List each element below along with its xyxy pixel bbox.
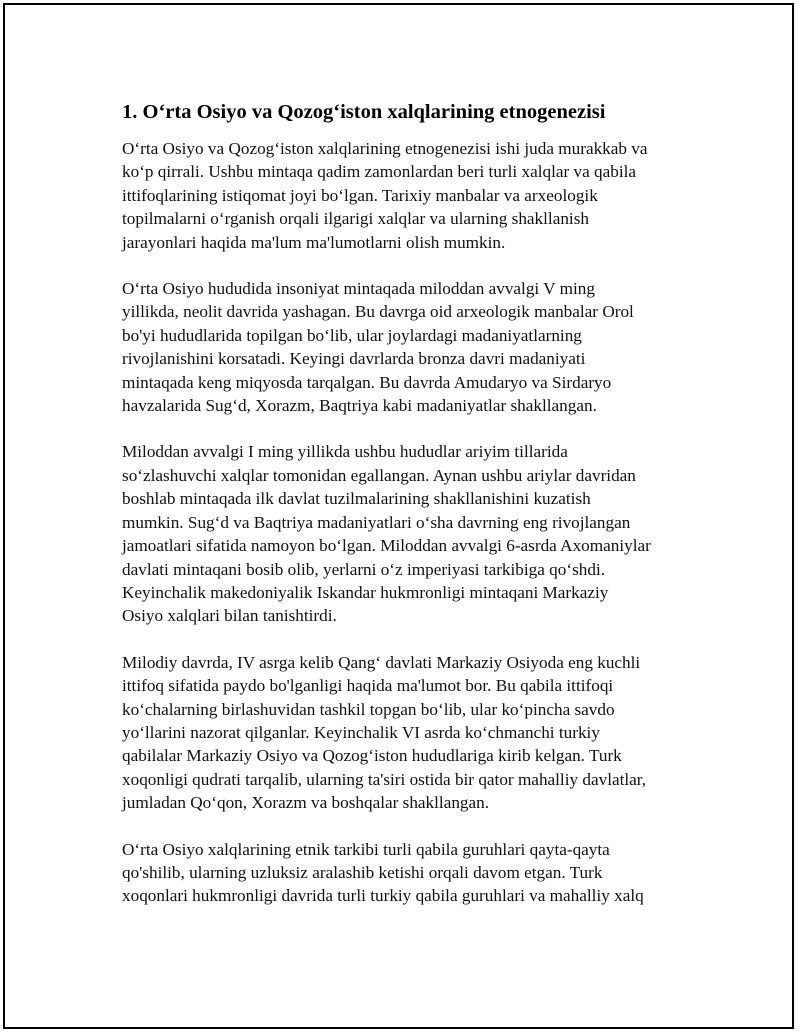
text-line: O‘rta Osiyo hududida insoniyat mintaqada miloddan avvalgi V ming — [122, 279, 595, 299]
text-line: Miloddan avvalgi I ming yillikda ushbu hududlar ariyim tillarida — [122, 442, 568, 462]
text-line: yo‘llarini nazorat qilganlar. Keyinchalik VI asrda ko‘chmanchi turkiy — [122, 722, 600, 742]
text-line: mumkin. Sug‘d va Baqtriya madaniyatlari o‘sha davrning eng rivojlangan — [122, 512, 631, 532]
text-line: rivojlanishini korsatadi. Keyingi davrlarda bronza davri madaniyati — [122, 349, 586, 369]
text-line: ittifoqlarining istiqomat joyi bo‘lgan. Tarixiy manbalar va arxeologik — [122, 185, 598, 205]
text-line: yillikda, neolit davrida yashagan. Bu davrga oid arxeologik manbalar Orol — [122, 302, 634, 322]
text-line: Osiyo xalqlari bilan tanishtirdi. — [122, 606, 337, 626]
text-line: qo'shilib, ularning uzluksiz aralashib ketishi orqali davom etgan. Turk — [122, 862, 603, 882]
text-line: bo'yi hududlarida topilgan bo‘lib, ular joylardagi madaniyatlarning — [122, 325, 582, 345]
paragraph-2 — [122, 277, 702, 417]
paragraph-5 — [122, 838, 702, 908]
text-line: jamoatlari sifatida namoyon bo‘lgan. Miloddan avvalgi 6-asrda Axomaniylar — [122, 536, 651, 556]
text-line: ko‘p qirrali. Ushbu mintaqa qadim zamonlardan beri turli xalqlar va qabila — [122, 162, 637, 182]
document-title: 1. O‘rta Osiyo va Qozog‘iston xalqlarining etnogenezisi — [122, 101, 606, 123]
text-line: O‘rta Osiyo va Qozog‘iston xalqlarining etnogenezisi ishi juda murakkab va — [122, 139, 648, 158]
text-line: xoqonligi qudrati tarqalib, ularning ta'siri ostida bir qator mahalliy davlatlar, — [122, 769, 647, 789]
text-line: topilmalarni o‘rganish orqali ilgarigi xalqlar va ularning shakllanish — [122, 209, 589, 229]
paragraph-1 — [122, 137, 702, 254]
text-line: havzalarida Sug‘d, Xorazm, Baqtriya kabi madaniyatlar shakllangan. — [122, 396, 597, 416]
paragraph-3 — [122, 440, 702, 627]
text-line: jumladan Qo‘qon, Xorazm va boshqalar shakllangan. — [122, 793, 490, 813]
text-line: jarayonlari haqida ma'lum ma'lumotlarni olish mumkin. — [122, 232, 506, 252]
text-line: Keyinchalik makedoniyalik Iskandar hukmronligi mintaqani Markaziy — [122, 582, 609, 602]
page-frame — [3, 3, 794, 1029]
text-line: xoqonlari hukmronligi davrida turli turkiy qabila guruhlari va mahalliy xalq — [122, 886, 644, 906]
text-line: O‘rta Osiyo xalqlarining etnik tarkibi turli qabila guruhlari qayta-qayta — [122, 839, 610, 859]
text-line: mintaqada keng miqyosda tarqalgan. Bu davrda Amudaryo va Sirdaryo — [122, 372, 612, 392]
text-line: ittifoq sifatida paydo bo'lganligi haqida ma'lumot bor. Bu qabila ittifoqi — [122, 676, 614, 696]
text-line: so‘zlashuvchi xalqlar tomonidan egallangan. Aynan ushbu ariylar davridan — [122, 465, 636, 485]
text-line: boshlab mintaqada ilk davlat tuzilmalarining shakllanishini kuzatish — [122, 489, 591, 509]
text-line: Milodiy davrda, IV asrga kelib Qang‘ davlati Markaziy Osiyoda eng kuchli — [122, 652, 641, 672]
text-line: davlati mintaqani bosib olib, yerlarni o‘z imperiyasi tarkibiga qo‘shdi. — [122, 559, 606, 579]
paragraph-4 — [122, 651, 702, 815]
text-line: ko‘chalarning birlashuvidan tashkil topgan bo‘lib, ular ko‘pincha savdo — [122, 699, 615, 719]
document-body — [122, 99, 702, 931]
text-line: qabilalar Markaziy Osiyo va Qozog‘iston hududlariga kirib kelgan. Turk — [122, 746, 622, 766]
